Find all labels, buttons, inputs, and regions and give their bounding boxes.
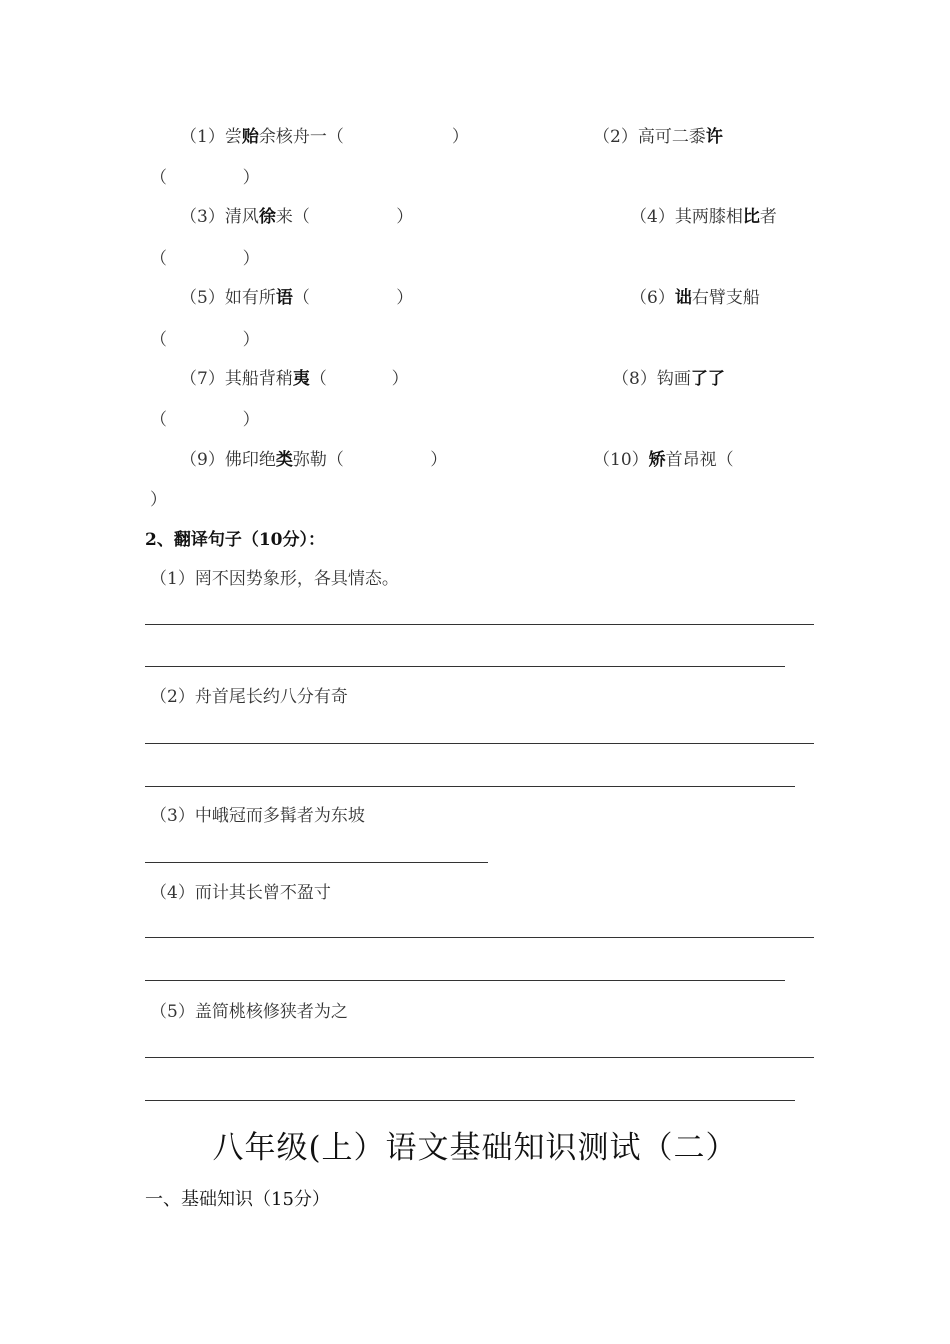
vocab-item-1 bbox=[180, 127, 469, 147]
answer-blank[interactable]: （ ） bbox=[150, 168, 260, 188]
vocab-keyword: 了了 bbox=[690, 369, 725, 389]
vocab-keyword: 诎 bbox=[674, 288, 692, 308]
sentence-4: （4）而计其长曾不盈寸 bbox=[150, 883, 331, 903]
vocab-item-prefix: （8）钩画 bbox=[612, 369, 691, 389]
vocab-item-suffix: 弥勒 bbox=[292, 450, 327, 470]
answer-blank[interactable]: （ ） bbox=[309, 369, 409, 389]
answer-blank[interactable]: （ ） bbox=[292, 207, 414, 227]
test-title: 八年级(上）语文基础知识测试（二） bbox=[212, 1130, 738, 1166]
vocab-item-suffix: 者 bbox=[759, 207, 777, 227]
answer-line[interactable] bbox=[145, 786, 795, 787]
sentence-3: （3）中峨冠而多髯者为东坡 bbox=[150, 806, 365, 826]
answer-line[interactable] bbox=[145, 743, 814, 744]
vocab-item-suffix: 余核舟一 bbox=[258, 127, 327, 147]
vocab-item-prefix: （2）高可二黍 bbox=[593, 127, 706, 147]
vocab-keyword: 贻 bbox=[241, 127, 259, 147]
answer-line[interactable] bbox=[145, 1057, 814, 1058]
answer-blank[interactable]: （ ） bbox=[292, 288, 414, 308]
vocab-item-5 bbox=[180, 288, 413, 308]
vocab-item-prefix: （9）佛印绝 bbox=[180, 450, 276, 470]
translate-heading: 2、翻译句子（10分）： bbox=[145, 530, 325, 550]
vocab-keyword: 比 bbox=[742, 207, 760, 227]
vocab-keyword: 夷 bbox=[292, 369, 310, 389]
vocab-item-10 bbox=[593, 450, 734, 470]
sentence-2: （2）舟首尾长约八分有奇 bbox=[150, 687, 348, 707]
vocab-item-suffix: 首昂视 bbox=[665, 450, 717, 470]
sentence-1: （1）罔不因势象形，各具情态。 bbox=[150, 569, 399, 589]
answer-blank-close: ） bbox=[150, 490, 167, 510]
vocab-keyword: 类 bbox=[275, 450, 293, 470]
vocab-item-suffix: 来 bbox=[275, 207, 293, 227]
vocab-item-7 bbox=[180, 369, 409, 389]
vocab-keyword: 徐 bbox=[258, 207, 276, 227]
vocab-item-prefix: （5）如有所 bbox=[180, 288, 276, 308]
answer-line[interactable] bbox=[145, 980, 785, 981]
vocab-item-prefix: （6） bbox=[630, 288, 675, 308]
vocab-item-prefix: （1）尝 bbox=[180, 127, 242, 147]
vocab-keyword: 许 bbox=[705, 127, 723, 147]
answer-blank[interactable]: （ ） bbox=[326, 450, 448, 470]
answer-blank[interactable]: （ ） bbox=[326, 127, 469, 147]
answer-blank[interactable]: （ ） bbox=[150, 410, 260, 430]
sentence-5: （5）盖简桃核修狭者为之 bbox=[150, 1002, 348, 1022]
answer-blank[interactable]: （ ） bbox=[150, 249, 260, 269]
answer-blank[interactable]: （ ） bbox=[150, 330, 260, 350]
vocab-item-prefix: （10） bbox=[593, 450, 649, 470]
answer-blank[interactable]: （ bbox=[716, 450, 734, 470]
vocab-item-prefix: （4）其两膝相 bbox=[630, 207, 743, 227]
vocab-item-3 bbox=[180, 207, 413, 227]
vocab-item-9 bbox=[180, 450, 447, 470]
answer-line[interactable] bbox=[145, 666, 785, 667]
vocab-item-6 bbox=[630, 288, 760, 308]
vocab-item-8 bbox=[612, 369, 725, 389]
vocab-keyword: 语 bbox=[275, 288, 293, 308]
answer-line[interactable] bbox=[145, 862, 488, 863]
answer-line[interactable] bbox=[145, 937, 814, 938]
answer-line[interactable] bbox=[145, 624, 814, 625]
vocab-item-4 bbox=[630, 207, 777, 227]
vocab-item-prefix: （7）其船背稍 bbox=[180, 369, 293, 389]
vocab-item-2 bbox=[593, 127, 723, 147]
answer-line[interactable] bbox=[145, 1100, 795, 1101]
vocab-item-prefix: （3）清风 bbox=[180, 207, 259, 227]
vocab-keyword: 矫 bbox=[648, 450, 666, 470]
vocab-item-suffix: 右臂支船 bbox=[691, 288, 760, 308]
section-heading: 一、基础知识（15分） bbox=[145, 1189, 330, 1210]
